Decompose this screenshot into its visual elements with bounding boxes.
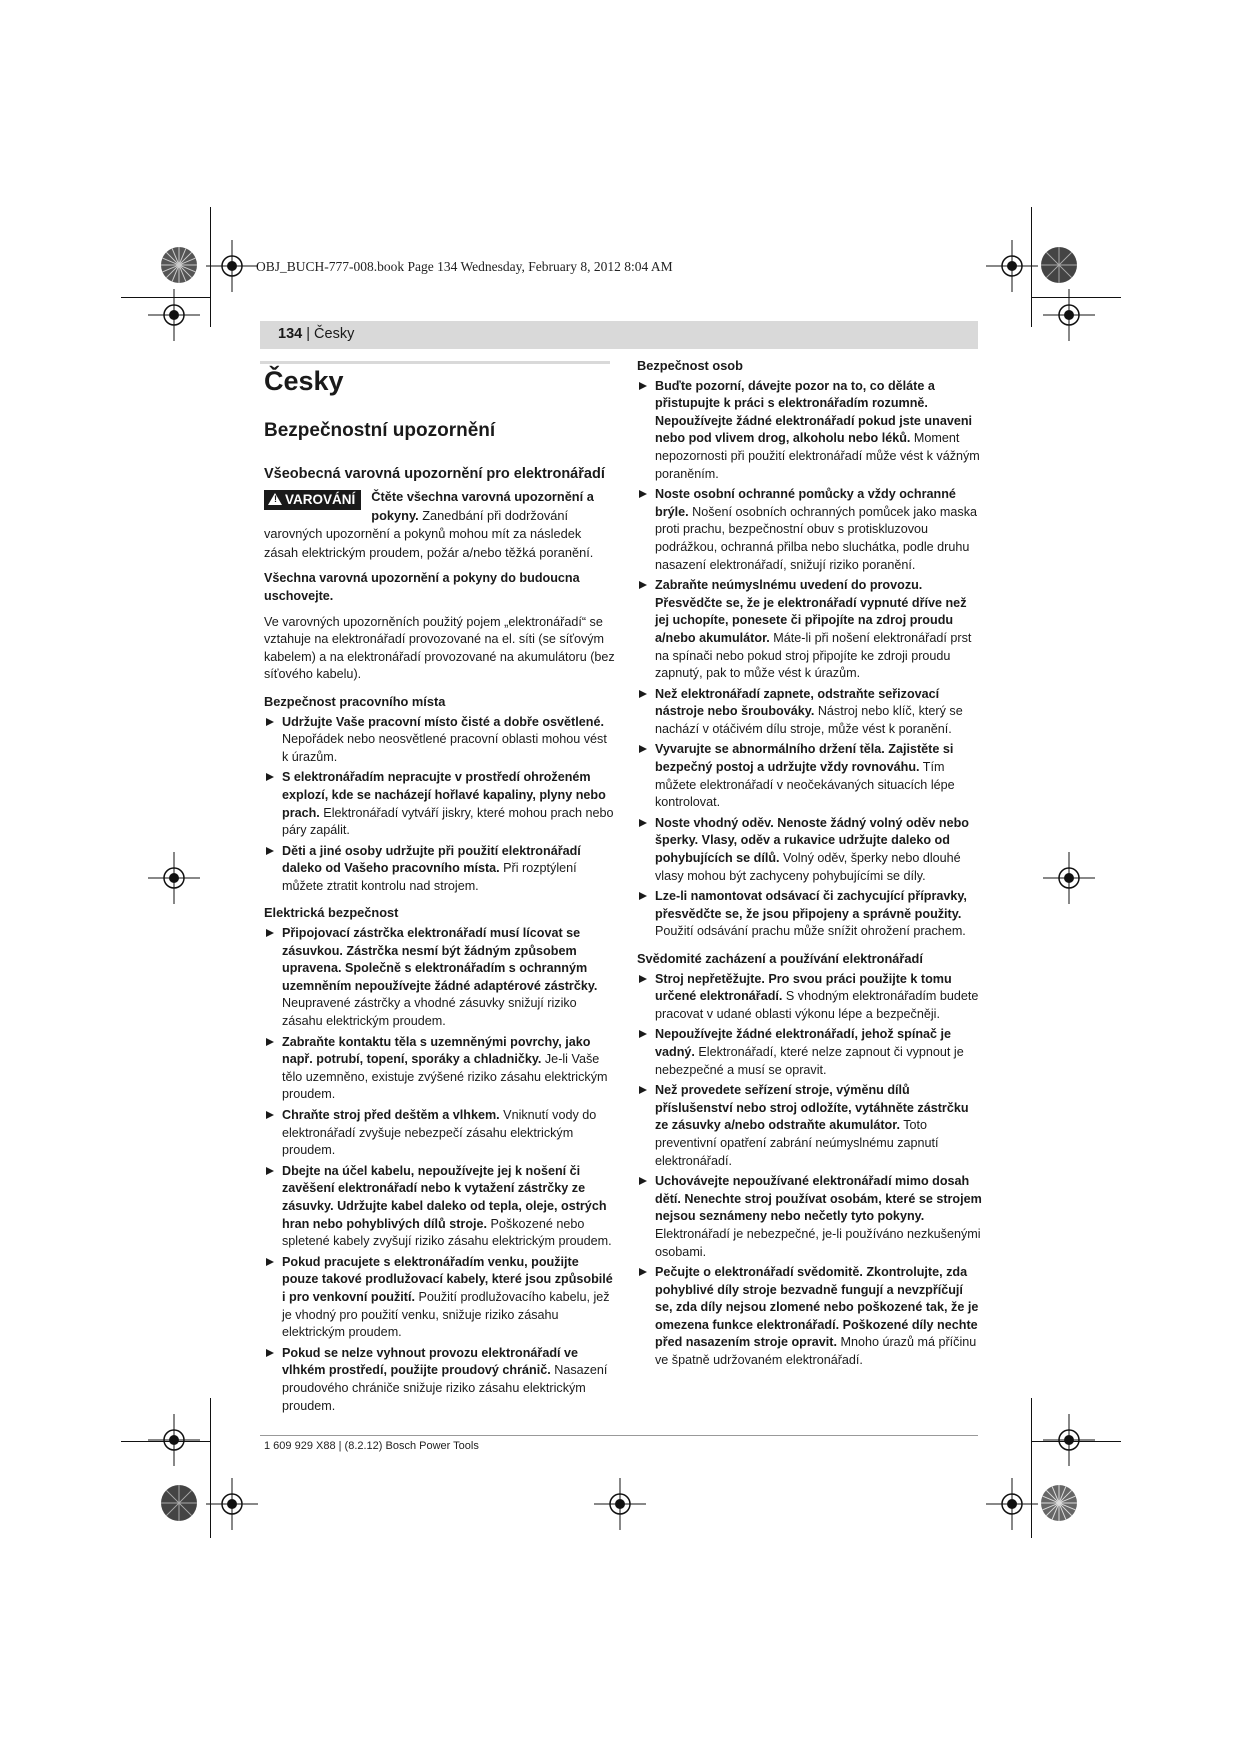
header-separator: |: [302, 326, 315, 342]
instruction-bold: Než provedete seřízení stroje, výměnu dílů příslušenství nebo stroj odložíte, vytáhněte zástrčku ze zásuvky a/nebo odstraňte akumulátor.: [655, 1083, 969, 1133]
instruction-bold: Vyvarujte se abnormálního držení těla. Zajistěte si bezpečný postoj a udržujte vždy rovnováhu.: [655, 742, 954, 775]
bullet-arrow-icon: [266, 1349, 274, 1357]
instruction-text: Elektronářadí vytváří jiskry, které mohou prach nebo páry zapálit.: [282, 805, 614, 838]
instruction-bold: Pokud se nelze vyhnout provozu elektronářadí ve vlhkém prostředí, použijte proudový chránič.: [282, 1345, 579, 1378]
instruction-bold: Uchovávejte nepoužívané elektronářadí mimo dosah dětí. Nenechte stroj používat osobám, které se strojem nejsou seznámeny nebo nečetly tyto pokyny.: [655, 1174, 982, 1224]
instruction-text: Nástroj nebo klíč, který se nachází v otáčivém dílu stroje, může vést k poranění.: [655, 704, 963, 736]
registration-mark-icon: [148, 852, 200, 904]
bullet-arrow-icon: [639, 1030, 647, 1038]
instruction-text: Neupravené zástrčky a vhodné zásuvky snižují riziko zásahu elektrickým proudem.: [282, 996, 577, 1029]
starburst-target-icon: [160, 246, 198, 284]
instruction-bold: Chraňte stroj před deštěm a vlhkem.: [282, 1108, 500, 1122]
section-title: Bezpečnostní upozornění: [264, 420, 496, 441]
instruction-item: [264, 1163, 616, 1251]
instruction-item: [264, 925, 616, 1031]
instruction-bold: Než elektronářadí zapnete, odstraňte seřizovací nástroje nebo šroubováky.: [655, 686, 940, 719]
bullet-arrow-icon: [266, 1258, 274, 1266]
instruction-item: [637, 1026, 983, 1079]
instruction-item: [637, 378, 983, 484]
instruction-item: [264, 1254, 616, 1342]
running-header: [278, 326, 354, 342]
instruction-bold: Připojovací zástrčka elektronářadí musí lícovat se zásuvkou. Zástrčka nesmí být žádným způsobem upravena. Společně s elektronářadím s ochranným uzemněním nepoužívejte žádné adaptérové zástrčky.: [282, 926, 598, 993]
instruction-text: Máte-li při nošení elektronářadí prst na spínači nebo pokud stroj připojíte ke zdroji proudu zapnutý, pak to může vést k úrazům.: [655, 630, 972, 681]
instruction-item: [637, 741, 983, 811]
instruction-text: Elektronářadí, které nelze zapnout či vypnout je nebezpečné a musí se opravit.: [655, 1044, 964, 1077]
warning-bold-text: Čtěte všechna varovná upozornění a pokyny.: [371, 489, 594, 523]
page-title: Česky: [264, 366, 344, 396]
instruction-bold: Noste osobní ochranné pomůcky a vždy ochranné brýle.: [655, 487, 956, 519]
instruction-item: [637, 888, 983, 941]
instruction-bold: Pokud pracujete s elektronářadím venku, použijte pouze takové prodlužovací kabely, které jsou způsobilé i pro venkovní použití.: [282, 1254, 613, 1304]
bullet-arrow-icon: [639, 819, 647, 827]
registration-mark-icon: [986, 1478, 1038, 1530]
instruction-bold: Dbejte na účel kabelu, nepoužívejte jej k nošení či zavěšení elektronářadí nebo k vytažení zástrčky ze zásuvky. Udržujte kabel daleko od tepla, oleje, ostrých hran nebo pohyblivých dílů stroje.: [282, 1163, 607, 1231]
instruction-bold: Nepoužívejte žádné elektronářadí, jehož spínač je vadný.: [655, 1027, 952, 1059]
registration-mark-icon: [206, 240, 258, 292]
right-sections: [637, 357, 983, 1370]
instruction-bold: S elektronářadím nepracujte v prostředí ohroženém explozí, kde se nacházejí hořlavé kapaliny, plyny nebo prach.: [282, 770, 606, 820]
header-band: [260, 321, 978, 349]
instruction-list: [264, 714, 616, 896]
registration-mark-icon: [1043, 852, 1095, 904]
instruction-list: [637, 378, 983, 941]
warning-triangle-icon: !: [268, 493, 282, 505]
instruction-item: [637, 486, 983, 574]
instruction-bold: Stroj nepřetěžujte. Pro svou práci použijte k tomu určené elektronářadí.: [655, 971, 952, 1004]
instruction-text: Mnoho úrazů má příčinu ve špatně udržovaném elektronářadí.: [655, 1335, 977, 1368]
bullet-arrow-icon: [639, 1177, 647, 1185]
instruction-text: Poškozené nebo spletené kabely zvyšují riziko zásahu elektrickým proudem.: [282, 1216, 612, 1249]
instruction-item: [637, 1173, 983, 1261]
footer-rule: [260, 1435, 978, 1436]
instruction-item: [264, 1034, 616, 1104]
instruction-text: Je-li Vaše tělo uzemněno, existuje zvýšené riziko zásahu elektrickým proudem.: [282, 1052, 608, 1102]
bullet-arrow-icon: [266, 1167, 274, 1175]
registration-mark-icon: [1043, 289, 1095, 341]
instruction-item: [637, 686, 983, 739]
instruction-text: S vhodným elektronářadím budete pracovat v udané oblasti výkonu lépe a bezpečněji.: [655, 989, 979, 1021]
instruction-bold: Zabraňte kontaktu těla s uzemněnými povrchy, jako např. potrubí, topení, sporáky a chladničky.: [282, 1034, 591, 1067]
page-number: 134: [278, 326, 303, 342]
instruction-bold: Udržujte Vaše pracovní místo čisté a dobře osvětlené.: [282, 714, 604, 729]
registration-mark-icon: [148, 1414, 200, 1466]
instruction-item: [264, 843, 616, 896]
instruction-text: Toto preventivní opatření zabrání neúmyslnému zapnutí elektronářadí.: [655, 1118, 939, 1168]
instruction-item: [637, 1264, 983, 1370]
instruction-bold: Lze-li namontovat odsávací či zachycující přípravky, přesvědčte se, že jsou připojeny a správně použity.: [655, 889, 967, 921]
subsection-heading: Bezpečnost pracovního místa: [264, 693, 446, 709]
instruction-text: Použití prodlužovacího kabelu, jež je vhodný pro použití venku, snižuje riziko zásahu elektrickým proudem.: [282, 1289, 610, 1340]
warning-text: Zanedbání při dodržování varovných upozornění a pokynů mohou mít za následek zásah elektrickým proudem, požár a/nebo těžká poranění.: [264, 507, 594, 560]
registration-mark-icon: [206, 1478, 258, 1530]
registration-mark-icon: [986, 240, 1038, 292]
general-warnings-heading: Všeobecná varovná upozornění pro elektronářadí: [264, 466, 605, 482]
bullet-arrow-icon: [639, 1268, 647, 1276]
instruction-item: [264, 769, 616, 839]
left-column: [264, 356, 616, 1415]
instruction-item: [264, 714, 616, 767]
bullet-arrow-icon: [266, 1111, 274, 1119]
instruction-text: Elektronářadí je nebezpečné, je-li používáno nezkušenými osobami.: [655, 1226, 981, 1259]
registration-mark-icon: [594, 1478, 646, 1530]
bullet-arrow-icon: [639, 581, 647, 589]
bullet-arrow-icon: [266, 847, 274, 855]
warning-badge: [264, 490, 361, 510]
instruction-text: Tím můžete elektronářadí v neočekávaných situacích lépe kontrolovat.: [655, 760, 955, 810]
bullet-arrow-icon: [639, 382, 647, 390]
bullet-arrow-icon: [639, 975, 647, 983]
right-column: [637, 357, 983, 1370]
registration-mark-icon: [1043, 1414, 1095, 1466]
instruction-bold: Zabraňte neúmyslnému uvedení do provozu. Přesvědčte se, že je elektronářadí vypnuté dříve než jej uchopíte, ponesete či připojíte na zdroj proudu a/nebo akumulátor.: [655, 578, 967, 645]
instruction-item: [264, 1345, 616, 1415]
instruction-item: [637, 971, 983, 1024]
instruction-item: [637, 577, 983, 683]
instruction-item: [637, 1082, 983, 1170]
instruction-text: Volný oděv, šperky nebo dlouhé vlasy mohou být zachyceny pohybujícími se díly.: [655, 851, 961, 883]
bullet-arrow-icon: [639, 490, 647, 498]
subsection-heading: Svědomité zacházení a používání elektronářadí: [637, 951, 923, 966]
instruction-text: Nepořádek nebo neosvětlené pracovní oblasti mohou vést k úrazům.: [282, 732, 607, 764]
instruction-text: Nasazení proudového chrániče snižuje riziko zásahu elektrickým proudem.: [282, 1363, 608, 1413]
instruction-text: Nošení osobních ochranných pomůcek jako maska proti prachu, bezpečnostní obuv s protiskluzovou podrážkou, ochranná přilba nebo sluchátka, podle druhu nasazení elektronářadí, snižují riziko poranění.: [655, 504, 978, 572]
subsection-heading: Bezpečnost osob: [637, 358, 743, 373]
bullet-arrow-icon: [639, 892, 647, 900]
instruction-text: Použití odsávání prachu může snížit ohrožení prachem.: [655, 924, 966, 939]
instruction-bold: Děti a jiné osoby udržujte při použití elektronářadí daleko od Vašeho pracovního místa.: [282, 843, 581, 876]
instruction-text: Při rozptýlení můžete ztratit kontrolu nad strojem.: [282, 861, 577, 893]
bullet-arrow-icon: [266, 773, 274, 781]
instruction-list: [637, 971, 983, 1370]
bullet-arrow-icon: [639, 1086, 647, 1094]
bullet-arrow-icon: [266, 929, 274, 937]
starburst-target-icon: [1040, 246, 1078, 284]
bullet-arrow-icon: [639, 745, 647, 753]
left-sections: [264, 693, 616, 1415]
warning-badge-label: VAROVÁNÍ: [285, 492, 356, 507]
subsection-heading: Elektrická bezpečnost: [264, 905, 399, 921]
bullet-arrow-icon: [266, 718, 274, 726]
instruction-bold: Buďte pozorní, dávejte pozor na to, co děláte a přistupujte k práci s elektronářadím rozumně. Nepoužívejte žádné elektronářadí pokud jste unaveni nebo pod vlivem drog, alkoholu nebo léků.: [655, 378, 973, 446]
instruction-item: [264, 1107, 616, 1160]
instruction-text: Vniknutí vody do elektronářadí zvyšuje nebezpečí zásahu elektrickým proudem.: [282, 1108, 597, 1158]
instruction-bold: Noste vhodný oděv. Nenoste žádný volný oděv nebo šperky. Vlasy, oděv a rukavice udržujte daleko od pohybujících se dílů.: [655, 815, 969, 866]
print-slug: OBJ_BUCH-777-008.book Page 134 Wednesday, February 8, 2012 8:04 AM: [256, 259, 673, 274]
instruction-text: Moment nepozornosti při použití elektronářadí může vést k vážným poraněním.: [655, 431, 980, 481]
starburst-target-icon: [1040, 1484, 1078, 1522]
bullet-arrow-icon: [266, 1038, 274, 1046]
registration-mark-icon: [148, 289, 200, 341]
keep-instructions-text: Všechna varovná upozornění a pokyny do budoucna uschovejte.: [264, 571, 580, 603]
instruction-list: [264, 925, 616, 1415]
instruction-bold: Pečujte o elektronářadí svědomitě. Zkontrolujte, zda pohyblivé díly stroje bezvadně fungují a nevzpříčují se, zda díly nejsou zlomené nebo poškozené tak, že je omezena funkce elektronářadí. Poškozené díly nechte před nasazením stroje opravit.: [655, 1265, 979, 1350]
definition-text: Ve varovných upozorněních použitý pojem „elektronářadí“ se vztahuje na elektronářadí provozované na el. síti (se síťovým kabelem) a na elektronářadí provozované na akumulátoru (bez síťového kabelu).: [264, 614, 615, 682]
instruction-item: [637, 815, 983, 885]
bullet-arrow-icon: [639, 690, 647, 698]
header-section: Česky: [314, 326, 355, 342]
warning-block: [264, 488, 616, 562]
starburst-target-icon: [160, 1484, 198, 1522]
footer-text: 1 609 929 X88 | (8.2.12) Bosch Power Tools: [264, 1440, 479, 1452]
